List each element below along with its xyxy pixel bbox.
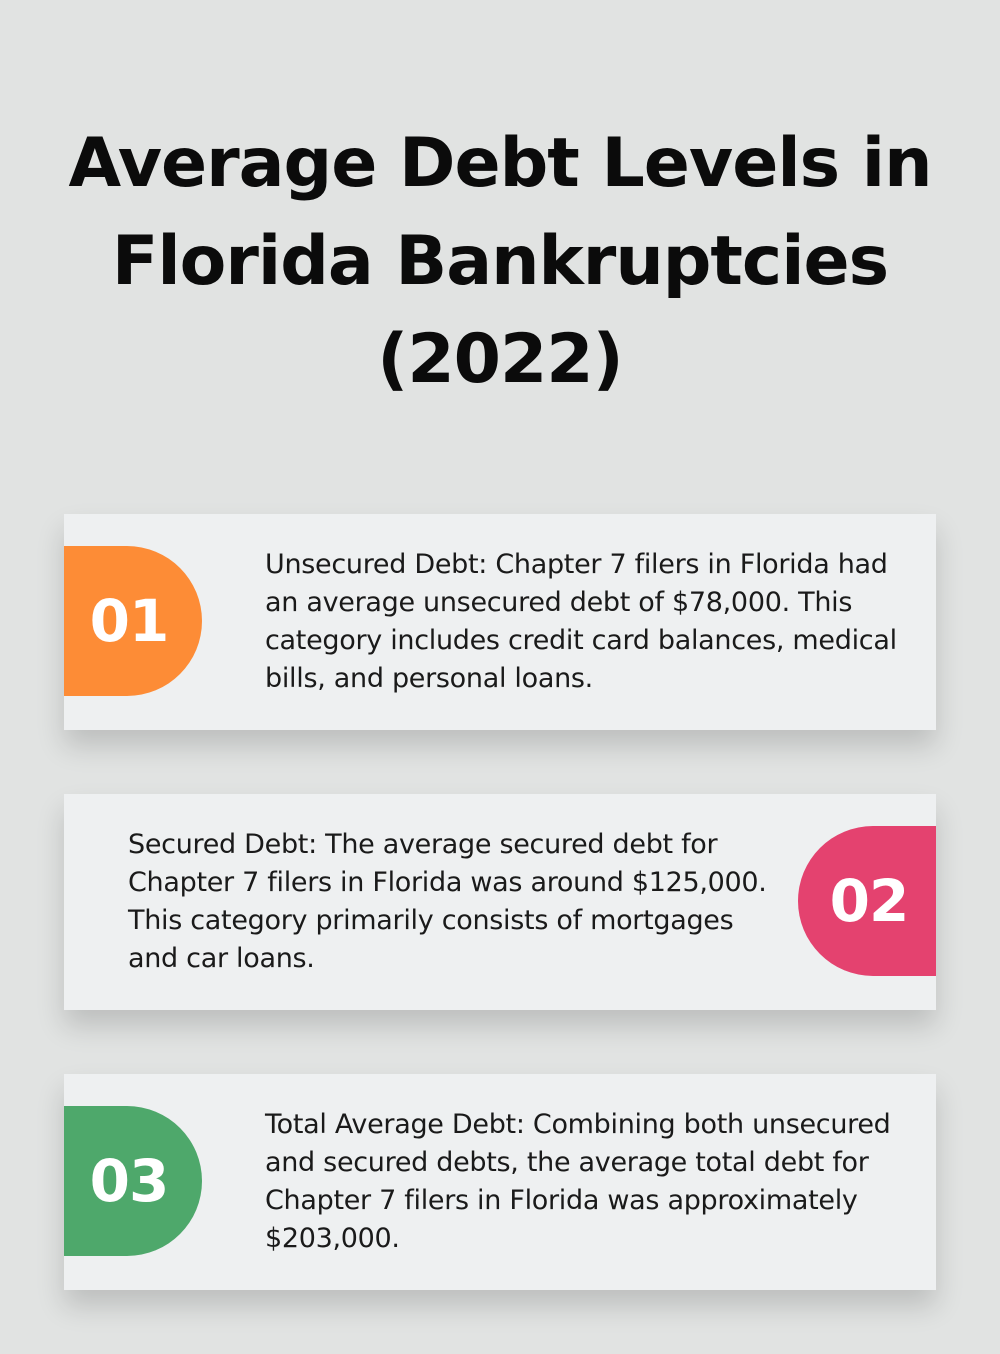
card-description: Unsecured Debt: Chapter 7 filers in Florida had an average unsecured debt of $78,000. This category includes credit card balances, medical bills, and personal loans. — [265, 549, 897, 694]
number-badge — [64, 1106, 202, 1256]
badge-number: 03 — [89, 1147, 169, 1215]
list-item-total-average-debt — [64, 1074, 936, 1290]
card-text-container — [265, 1074, 905, 1290]
list-item-secured-debt — [64, 794, 936, 1010]
card-description: Secured Debt: The average secured debt for Chapter 7 filers in Florida was around $125,000. This category primarily consists of mortgages and car loans. — [128, 829, 767, 974]
badge-number: 01 — [89, 587, 169, 655]
list-item-unsecured-debt — [64, 514, 936, 730]
badge-number: 02 — [829, 867, 909, 935]
page-title: Average Debt Levels in Florida Bankruptcies (2022) — [68, 124, 932, 399]
number-badge — [798, 826, 936, 976]
number-badge — [64, 546, 202, 696]
card-text-container — [128, 794, 778, 1010]
card-description: Total Average Debt: Combining both unsecured and secured debts, the average total debt for Chapter 7 filers in Florida was approximately $203,000. — [265, 1109, 891, 1254]
card-text-container — [265, 514, 905, 730]
